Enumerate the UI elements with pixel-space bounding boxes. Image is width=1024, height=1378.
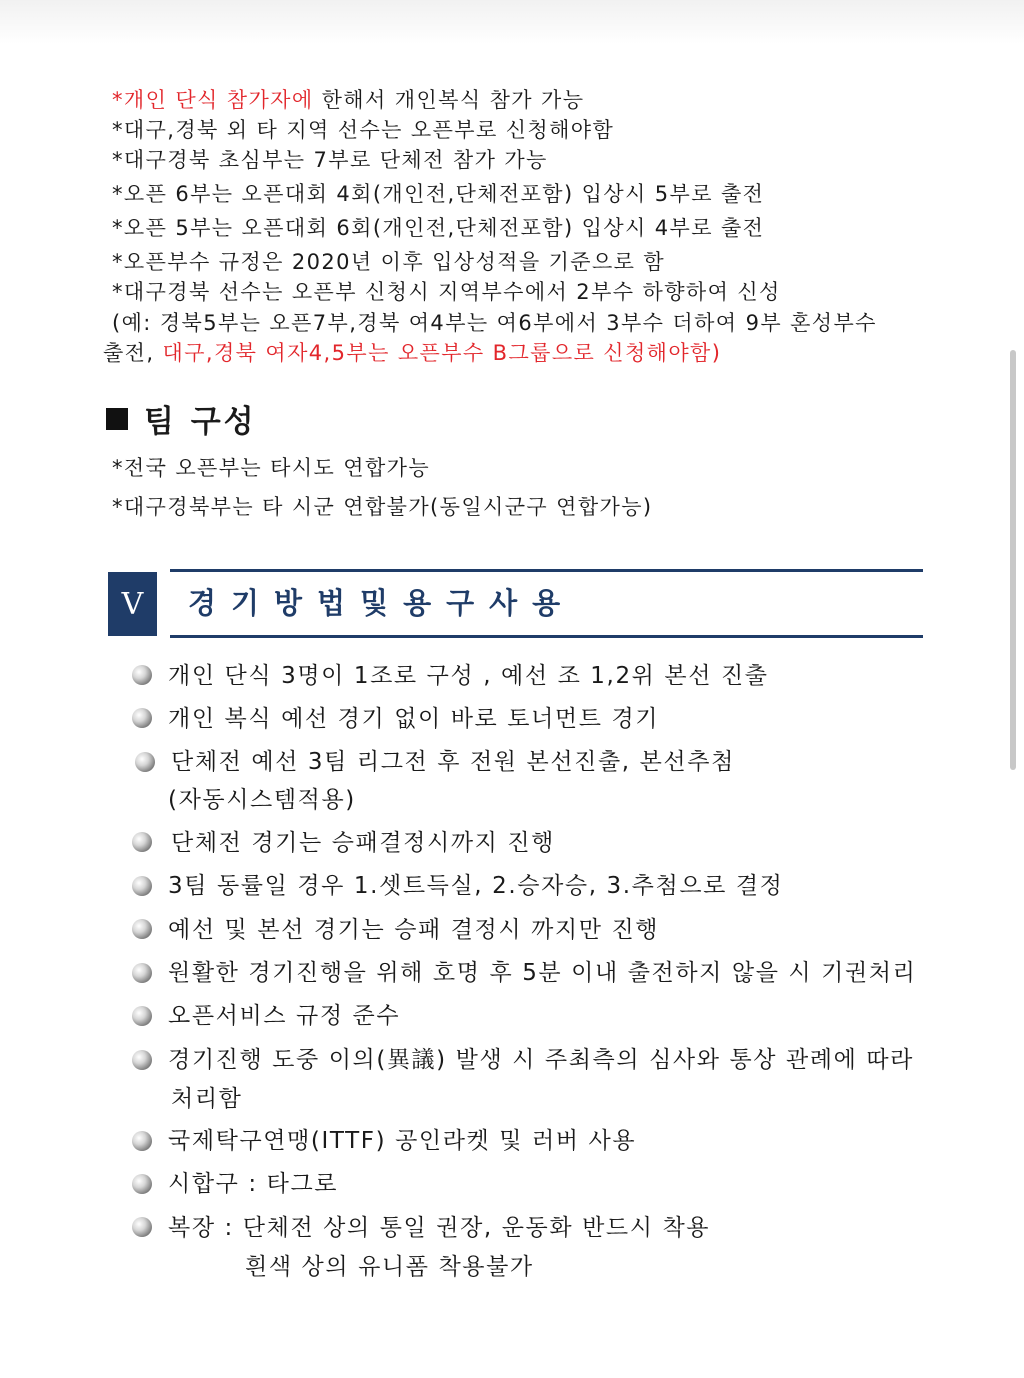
sphere-bullet-icon (132, 1174, 152, 1194)
list-item: 경기진행 도중 이의(異議) 발생 시 주최측의 심사와 통상 관례에 따라 (168, 1047, 914, 1073)
sphere-bullet-icon (132, 1006, 152, 1026)
square-bullet-icon (106, 408, 128, 430)
list-item: 예선 및 본선 경기는 승패 결정시 까지만 진행 (168, 917, 660, 943)
list-item-continuation: 흰색 상의 유니폼 착용불가 (245, 1254, 534, 1280)
sphere-bullet-icon (132, 1131, 152, 1151)
sphere-bullet-icon (132, 1050, 152, 1070)
sphere-bullet-icon (132, 876, 152, 896)
rule-line (103, 339, 721, 367)
team-rule: *대구경북부는 타 시군 연합불가(동일시군구 연합가능) (112, 495, 653, 519)
sphere-bullet-icon (132, 963, 152, 983)
rule-highlight: 대구,경북 여자4,5부는 오픈부수 B그룹으로 신청해야함) (162, 341, 722, 365)
rule-text: 출전, (103, 341, 163, 365)
rule-line (112, 86, 584, 114)
top-edge-shadow (0, 0, 1024, 44)
rule-line: *오픈 5부는 오픈대회 6회(개인전,단체전포함) 입상시 4부로 출전 (112, 216, 765, 240)
list-item: 개인 단식 3명이 1조로 구성 , 예선 조 1,2위 본선 진출 (168, 663, 769, 689)
rule-line: *대구,경북 외 타 지역 선수는 오픈부로 신청해야함 (112, 118, 615, 142)
sphere-bullet-icon (132, 919, 152, 939)
list-item: 단체전 예선 3팀 리그전 후 전원 본선진출, 본선추첨 (171, 749, 735, 775)
rule-line: *오픈 6부는 오픈대회 4회(개인전,단체전포함) 입상시 5부로 출전 (112, 182, 765, 206)
list-item: 국제탁구연맹(ITTF) 공인라켓 및 러버 사용 (168, 1128, 637, 1154)
list-item: 원활한 경기진행을 위해 호명 후 5분 이내 출전하지 않을 시 기권처리 (168, 960, 917, 986)
list-item: 시합구 : 타그로 (168, 1171, 339, 1197)
sphere-bullet-icon (132, 1217, 152, 1237)
list-item-continuation: (자동시스템적용) (168, 787, 356, 813)
sphere-bullet-icon (132, 708, 152, 728)
section-rule-bottom (170, 635, 923, 638)
sphere-bullet-icon (135, 752, 155, 772)
rule-line: *대구경북 선수는 오픈부 신청시 지역부수에서 2부수 하향하여 신성 (112, 280, 781, 304)
list-item: 단체전 경기는 승패결정시까지 진행 (171, 830, 556, 856)
team-heading-text: 팀 구성 (144, 404, 257, 440)
list-item: 오픈서비스 규정 준수 (168, 1003, 401, 1029)
rule-highlight: *개인 단식 참가자에 (112, 88, 314, 112)
team-heading (106, 402, 257, 442)
list-item: 복장 : 단체전 상의 통일 권장, 운동화 반드시 착용 (168, 1215, 711, 1241)
section-numeral: V (108, 572, 157, 636)
sphere-bullet-icon (132, 665, 152, 685)
rule-line: (예: 경북5부는 오픈7부,경북 여4부는 여6부에서 3부수 더하여 9부 혼성부수 (112, 311, 877, 335)
sphere-bullet-icon (132, 832, 152, 852)
section-title: 경기방법및용구사용 (188, 586, 576, 620)
list-item: 3팀 동률일 경우 1.셋트득실, 2.승자승, 3.추첨으로 결정 (168, 873, 784, 899)
rule-line: *대구경북 초심부는 7부로 단체전 참가 가능 (112, 148, 548, 172)
rule-text: 한해서 개인복식 참가 가능 (313, 88, 585, 112)
section-rule-top (170, 569, 923, 572)
rule-line: *오픈부수 규정은 2020년 이후 입상성적을 기준으로 함 (112, 250, 666, 274)
list-item-continuation: 처리함 (171, 1086, 243, 1112)
team-rule: *전국 오픈부는 타시도 연합가능 (112, 456, 431, 480)
list-item: 개인 복식 예선 경기 없이 바로 토너먼트 경기 (168, 706, 660, 732)
scrollbar-thumb[interactable] (1010, 350, 1016, 770)
